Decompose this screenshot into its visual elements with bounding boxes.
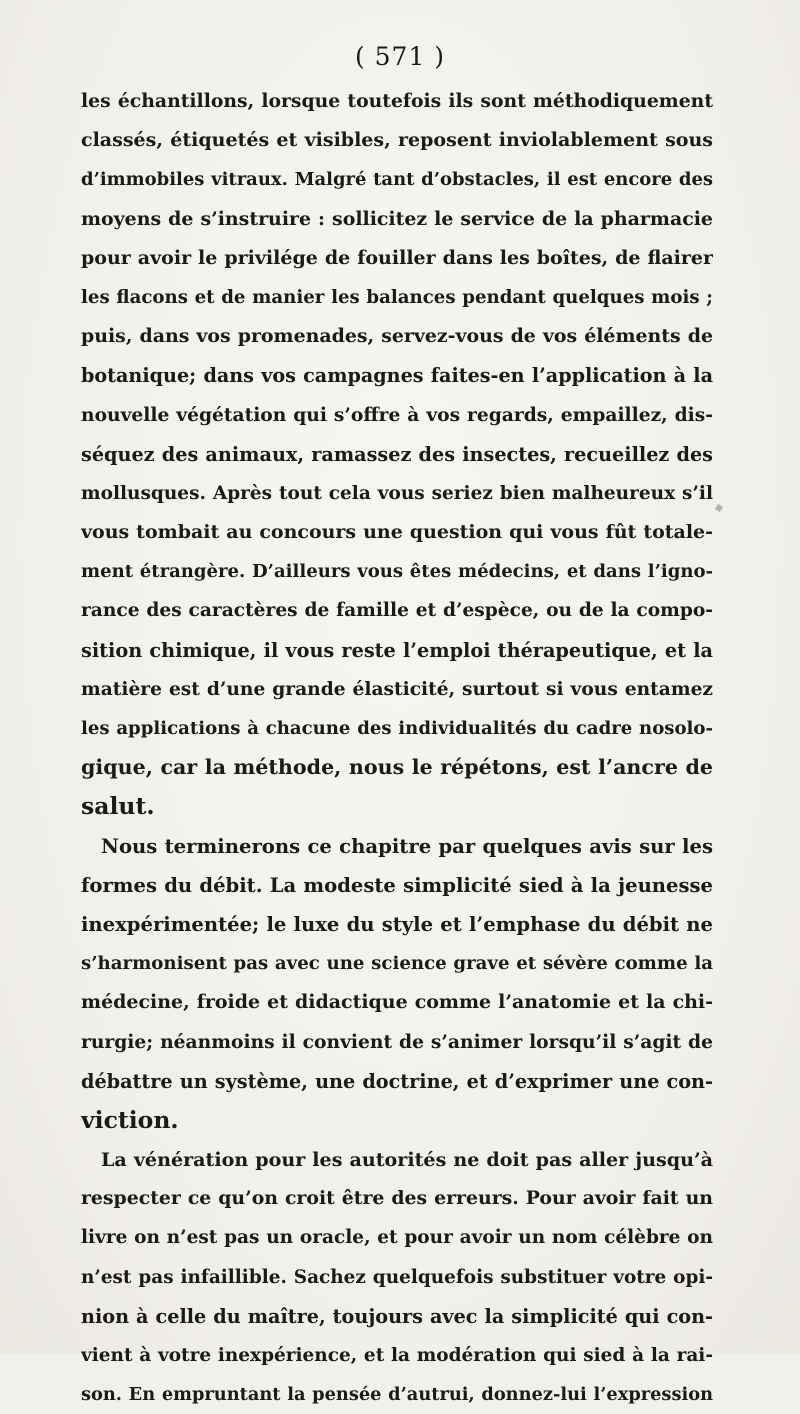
text-line: livre on n’est pas un oracle, et pour avoir un nom célèbre on — [81, 1227, 713, 1249]
text-line: nouvelle végétation qui s’offre à vos regards, empaillez, dis- — [81, 403, 713, 426]
text-line: son. En empruntant la pensée d’autrui, donnez-lui l’expression — [81, 1384, 713, 1406]
page-number: ( 571 ) — [354, 42, 446, 71]
text-line: les échantillons, lorsque toutefois ils sont méthodiquement — [81, 90, 713, 112]
text-line: séquez des animaux, ramassez des insectes, recueillez des — [81, 442, 713, 466]
ink-speck — [715, 504, 723, 512]
body-text — [81, 82, 713, 1414]
text-line: vient à votre inexpérience, et la modération qui sied à la rai- — [81, 1345, 713, 1366]
text-line: botanique; dans vos campagnes faites-en l’application à la — [81, 364, 713, 388]
text-line: les applications à chacune des individualités du cadre nosolo- — [81, 718, 713, 739]
text-line: rance des caractères de famille et d’espèce, ou de la compo- — [81, 600, 713, 622]
text-line: formes du débit. La modeste simplicité sied à la jeunesse — [81, 873, 713, 897]
text-line: nion à celle du maître, toujours avec la simplicité qui con- — [81, 1304, 713, 1328]
text-line: gique, car la méthode, nous le répétons, est l’ancre de — [81, 755, 713, 780]
text-line: matière est d’une grande élasticité, surtout si vous entamez — [81, 677, 713, 700]
paragraph-end-line: viction. — [81, 1105, 179, 1134]
text-line: les flacons et de manier les balances pendant quelques mois ; — [81, 286, 713, 308]
text-line: n’est pas infaillible. Sachez quelquefois substituer votre opi- — [81, 1266, 713, 1288]
text-line: inexpérimentée; le luxe du style et l’emphase du débit ne — [81, 912, 713, 936]
text-line: mollusques. Après tout cela vous seriez bien malheureux s’il — [81, 482, 713, 504]
text-line: moyens de s’instruire : sollicitez le service de la pharmacie — [81, 207, 713, 230]
text-line: rurgie; néanmoins il convient de s’animer lorsqu’il s’agit de — [81, 1030, 713, 1053]
paragraph-start-line: Nous terminerons ce chapitre par quelques avis sur les — [101, 834, 713, 858]
text-line: s’harmonisent pas avec une science grave et sévère comme la — [81, 953, 713, 975]
text-line: vous tombait au concours une question qui vous fût totale- — [81, 521, 713, 544]
text-line: médecine, froide et didactique comme l’anatomie et la chi- — [81, 991, 713, 1014]
text-line: débattre un système, une doctrine, et d’exprimer une con- — [81, 1069, 713, 1093]
paragraph-start-line: La vénération pour les autorités ne doit pas aller jusqu’à — [101, 1148, 713, 1172]
text-line: puis, dans vos promenades, servez-vous de vos éléments de — [81, 325, 713, 348]
text-line: d’immobiles vitraux. Malgré tant d’obstacles, il est encore des — [81, 169, 713, 191]
text-line: respecter ce qu’on croit être des erreurs. Pour avoir fait un — [81, 1187, 713, 1210]
text-line: pour avoir le privilége de fouiller dans les boîtes, de flairer — [81, 246, 713, 269]
paragraph-end-line: salut. — [81, 792, 155, 821]
text-line: classés, étiquetés et visibles, reposent inviolablement sous — [81, 129, 713, 152]
text-line: ment étrangère. D’ailleurs vous êtes médecins, et dans l’igno- — [81, 561, 713, 583]
text-line: sition chimique, il vous reste l’emploi thérapeutique, et la — [81, 638, 713, 662]
